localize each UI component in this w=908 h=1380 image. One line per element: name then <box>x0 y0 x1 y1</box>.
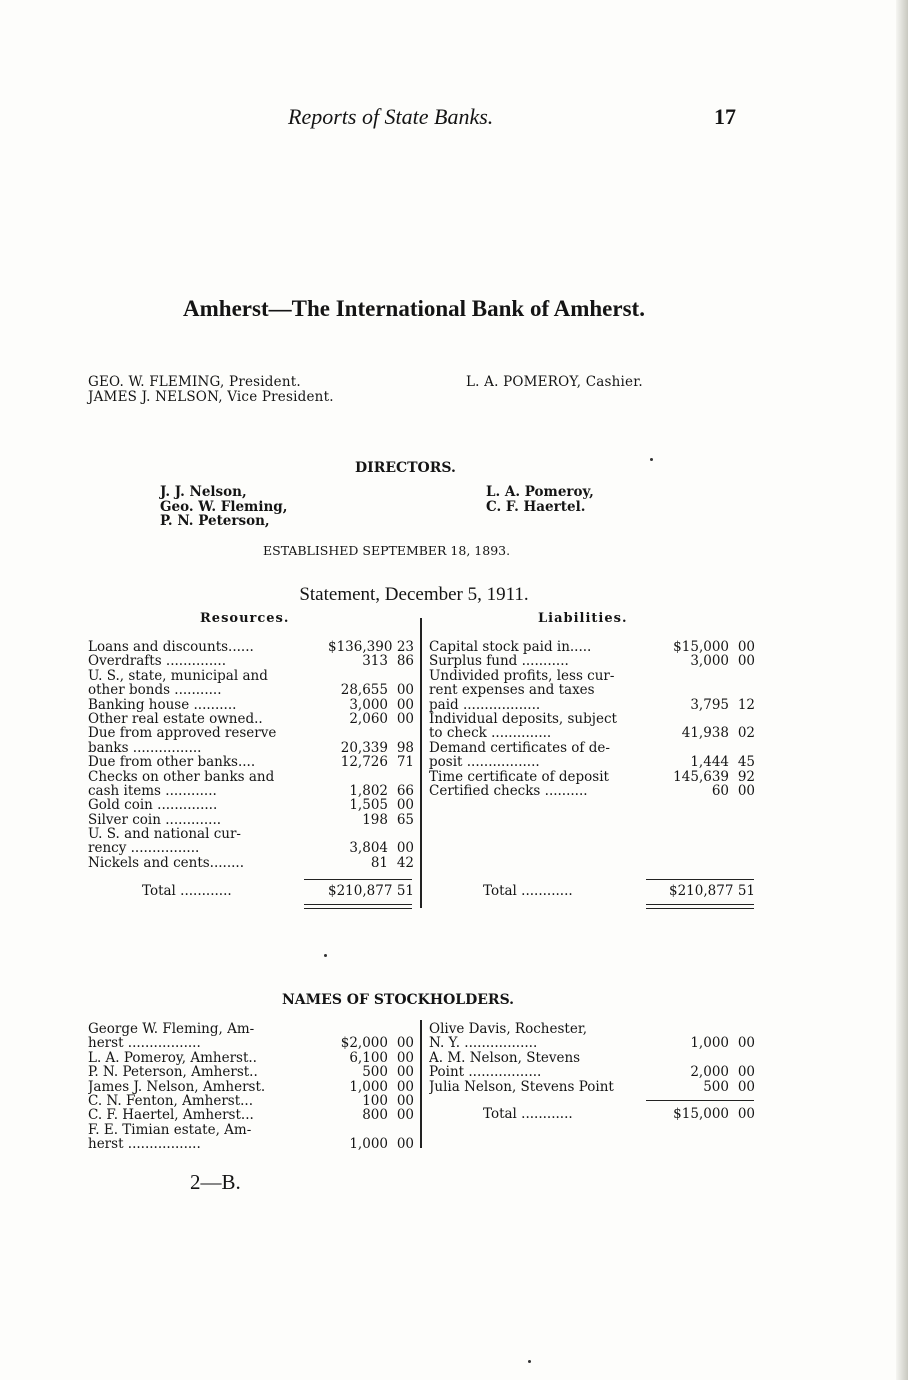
directors-heading: DIRECTORS. <box>355 460 456 476</box>
row-cents: 86 <box>396 653 414 670</box>
row-dollars <box>669 1022 729 1036</box>
table-row <box>429 1080 755 1094</box>
liabilities-list <box>429 640 755 798</box>
table-row <box>88 640 414 654</box>
row-label: to check .............. <box>429 726 552 741</box>
row-cents: 00 <box>737 653 755 670</box>
table-row <box>88 813 414 827</box>
table-row <box>429 726 755 740</box>
director-name: Geo. W. Fleming, <box>160 498 288 515</box>
row-dollars: $15,000 <box>673 639 729 655</box>
row-dollars: 1,000 <box>690 1035 729 1052</box>
row-label: U. S., state, municipal and <box>88 668 268 684</box>
stockholders-total <box>429 1107 755 1121</box>
row-label: rent expenses and taxes <box>429 683 595 698</box>
row-dollars: 500 <box>362 1064 388 1081</box>
officer-vice-president: JAMES J. NELSON, Vice President. <box>88 388 334 405</box>
row-dollars: 41,938 <box>681 725 729 742</box>
table-row <box>88 1036 414 1050</box>
table-row <box>88 1108 414 1122</box>
row-dollars: 800 <box>362 1107 388 1124</box>
liabilities-double-rule-top <box>646 904 754 905</box>
table-row <box>429 1065 755 1079</box>
row-cents: 00 <box>737 782 755 799</box>
table-row <box>429 755 755 769</box>
total-row <box>88 884 414 898</box>
row-dollars <box>669 712 729 726</box>
row-dollars: 28,655 <box>340 682 388 699</box>
row-dollars: 500 <box>703 1078 729 1095</box>
row-cents: 71 <box>396 754 414 771</box>
row-dollars: 1,505 <box>349 797 388 814</box>
row-label: A. M. Nelson, Stevens <box>429 1050 581 1066</box>
row-cents <box>729 741 755 755</box>
row-label: James J. Nelson, Amherst. <box>88 1079 266 1094</box>
row-dollars: 12,726 <box>340 754 388 771</box>
liabilities-heading: Liabilities. <box>538 611 628 626</box>
row-label: C. N. Fenton, Amherst... <box>88 1093 254 1109</box>
stockholders-right-list <box>429 1022 755 1094</box>
row-cents <box>388 770 414 784</box>
row-label: Undivided profits, less cur- <box>429 668 615 684</box>
row-dollars <box>328 827 388 841</box>
table-row <box>429 1036 755 1050</box>
row-dollars: 20,339 <box>340 739 388 756</box>
row-label: Due from approved reserve <box>88 726 277 741</box>
row-label: C. F. Haertel, Amherst... <box>88 1108 254 1123</box>
director-name: L. A. Pomeroy, <box>486 484 594 500</box>
table-row <box>88 1022 414 1036</box>
row-label: Individual deposits, subject <box>429 711 617 727</box>
row-cents <box>729 669 755 683</box>
table-row <box>88 1094 414 1108</box>
row-cents <box>729 712 755 726</box>
row-label: Banking house .......... <box>88 697 237 712</box>
row-label: N. Y. ................. <box>429 1036 538 1051</box>
row-label: Nickels and cents........ <box>88 855 245 871</box>
director-name: J. J. Nelson, <box>160 484 247 500</box>
row-cents: 65 <box>396 811 414 828</box>
row-cents: 00 <box>396 1049 414 1066</box>
row-dollars: $210,877 <box>669 883 734 899</box>
row-cents: 00 <box>396 682 414 699</box>
table-row <box>429 770 755 784</box>
table-row <box>429 741 755 755</box>
signature-mark: 2—B. <box>190 1170 241 1194</box>
table-row <box>429 1022 755 1036</box>
row-dollars <box>328 726 388 740</box>
table-row <box>88 827 414 841</box>
row-dollars <box>669 683 729 697</box>
stockholders-heading: NAMES OF STOCKHOLDERS. <box>282 992 515 1008</box>
resources-heading: Resources. <box>200 611 290 626</box>
established-date: ESTABLISHED SEPTEMBER 18, 1893. <box>263 543 511 558</box>
row-cents: 00 <box>396 1064 414 1081</box>
speck-mark <box>528 1360 531 1363</box>
row-label: herst ................. <box>88 1137 201 1152</box>
row-cents <box>388 1022 414 1036</box>
liabilities-double-rule-bottom <box>646 908 754 909</box>
row-cents <box>388 1123 414 1137</box>
table-row <box>429 669 755 683</box>
row-cents: 02 <box>737 725 755 742</box>
row-cents: 00 <box>737 1106 755 1122</box>
row-dollars: $210,877 <box>328 883 393 899</box>
stockholders-divider <box>420 1020 422 1148</box>
resources-double-rule-bottom <box>304 908 412 909</box>
row-cents: 98 <box>396 739 414 756</box>
row-dollars: 100 <box>362 1092 388 1109</box>
table-row <box>88 669 414 683</box>
row-cents: 12 <box>737 696 755 713</box>
speck-mark <box>650 458 653 461</box>
row-cents: 66 <box>396 782 414 799</box>
row-label: F. E. Timian estate, Am- <box>88 1122 252 1138</box>
page-edge-shadow <box>896 0 908 1380</box>
row-cents: 00 <box>396 1078 414 1095</box>
resources-double-rule-top <box>304 904 412 905</box>
table-row <box>429 654 755 668</box>
row-cents: 23 <box>396 639 414 655</box>
officers-left <box>88 375 334 404</box>
total-row <box>429 1107 755 1121</box>
table-row <box>88 798 414 812</box>
row-cents: 42 <box>396 854 414 871</box>
row-cents: 00 <box>737 1064 755 1081</box>
table-row <box>88 1137 414 1151</box>
table-row <box>429 1051 755 1065</box>
table-row <box>429 640 755 654</box>
row-label: other bonds ........... <box>88 683 222 698</box>
row-label: Certified checks .......... <box>429 783 588 799</box>
table-row <box>88 741 414 755</box>
table-row <box>88 654 414 668</box>
table-row <box>88 856 414 870</box>
row-label: Due from other banks.... <box>88 755 256 770</box>
table-row <box>88 698 414 712</box>
table-row <box>88 683 414 697</box>
row-label: Total ............ <box>483 1107 573 1122</box>
row-dollars <box>669 741 729 755</box>
statement-divider <box>420 618 422 908</box>
row-cents: 00 <box>396 710 414 727</box>
row-dollars: 1,444 <box>690 754 729 771</box>
officer-president: GEO. W. FLEMING, President. <box>88 374 301 390</box>
directors-left <box>160 485 287 529</box>
stockholders-total-rule <box>646 1100 754 1101</box>
row-dollars: 3,000 <box>690 653 729 670</box>
director-name: P. N. Peterson, <box>160 513 270 529</box>
row-label: Olive Davis, Rochester, <box>429 1022 588 1037</box>
directors-right <box>486 485 594 514</box>
row-label: L. A. Pomeroy, Amherst.. <box>88 1050 257 1066</box>
row-cents: 00 <box>396 1035 414 1052</box>
table-row <box>88 1080 414 1094</box>
row-label: posit ................. <box>429 755 540 770</box>
row-dollars: 2,000 <box>690 1064 729 1081</box>
row-cents: 92 <box>737 768 755 785</box>
row-label: banks ................ <box>88 740 202 756</box>
director-name: C. F. Haertel. <box>486 498 586 515</box>
row-dollars: $2,000 <box>340 1035 388 1052</box>
table-row <box>88 1123 414 1137</box>
table-row <box>88 770 414 784</box>
row-cents: 45 <box>737 754 755 771</box>
row-dollars: 198 <box>362 811 388 828</box>
row-cents <box>388 669 414 683</box>
row-label: Total ............ <box>483 884 573 899</box>
row-cents: 00 <box>396 1107 414 1124</box>
row-label: Time certificate of deposit <box>429 769 609 784</box>
row-label: U. S. and national cur- <box>88 827 241 842</box>
row-cents: 51 <box>396 883 414 899</box>
statement-title: Statement, December 5, 1911. <box>299 584 529 605</box>
row-cents: 00 <box>737 1035 755 1052</box>
row-label: Capital stock paid in..... <box>429 640 592 655</box>
row-dollars: 60 <box>711 782 729 799</box>
row-label: George W. Fleming, Am- <box>88 1022 255 1037</box>
row-label: Total ............ <box>142 884 232 899</box>
row-cents: 00 <box>396 696 414 713</box>
row-label: herst ................. <box>88 1036 201 1051</box>
row-dollars: 81 <box>370 854 388 871</box>
row-cents: 00 <box>396 797 414 814</box>
row-dollars: 3,804 <box>349 840 388 857</box>
table-row <box>88 1065 414 1079</box>
row-label: cash items ............ <box>88 783 217 799</box>
row-label: Silver coin ............. <box>88 812 222 828</box>
row-cents <box>388 827 414 841</box>
total-row <box>429 884 755 898</box>
row-dollars: 1,802 <box>349 782 388 799</box>
row-label: Surplus fund ........... <box>429 654 569 669</box>
row-dollars <box>669 669 729 683</box>
row-dollars: 313 <box>362 653 388 670</box>
stockholders-left-list <box>88 1022 414 1152</box>
table-row <box>429 683 755 697</box>
resources-total-rule <box>304 879 412 880</box>
row-label: Gold coin .............. <box>88 798 218 813</box>
speck-mark <box>324 954 327 957</box>
row-dollars: 1,000 <box>349 1136 388 1153</box>
row-label: Point ................. <box>429 1065 542 1080</box>
row-cents <box>729 1022 755 1036</box>
table-row <box>88 712 414 726</box>
table-row <box>88 1051 414 1065</box>
row-label: Julia Nelson, Stevens Point <box>429 1079 614 1094</box>
officer-cashier: L. A. POMEROY, Cashier. <box>466 374 643 390</box>
row-dollars <box>328 770 388 784</box>
row-cents: 00 <box>396 1092 414 1109</box>
row-label: rency ................ <box>88 841 200 856</box>
liabilities-total <box>429 884 755 898</box>
row-dollars: 6,100 <box>349 1049 388 1066</box>
row-dollars <box>669 1051 729 1065</box>
resources-list <box>88 640 414 870</box>
row-dollars <box>328 669 388 683</box>
row-cents: 00 <box>396 840 414 857</box>
table-row <box>429 712 755 726</box>
row-dollars <box>328 1022 388 1036</box>
row-cents <box>729 683 755 697</box>
row-cents: 00 <box>396 1136 414 1153</box>
table-row <box>88 755 414 769</box>
row-dollars: 3,000 <box>349 696 388 713</box>
page-number: 17 <box>714 104 736 129</box>
row-cents: 00 <box>737 639 755 655</box>
liabilities-total-rule <box>646 879 754 880</box>
row-cents <box>388 726 414 740</box>
row-dollars <box>328 1123 388 1137</box>
row-label: Overdrafts .............. <box>88 654 226 669</box>
table-row <box>429 784 755 798</box>
row-label: Other real estate owned.. <box>88 711 263 727</box>
row-dollars: 3,795 <box>690 696 729 713</box>
row-dollars: 1,000 <box>349 1078 388 1095</box>
row-label: Checks on other banks and <box>88 769 275 784</box>
row-cents: 00 <box>737 1078 755 1095</box>
row-label: P. N. Peterson, Amherst.. <box>88 1065 258 1080</box>
table-row <box>88 726 414 740</box>
resources-total <box>88 884 414 898</box>
row-dollars: 2,060 <box>349 710 388 727</box>
row-dollars: $15,000 <box>673 1106 729 1122</box>
row-dollars: $136,390 <box>328 639 393 655</box>
bank-title: Amherst—The International Bank of Amherst. <box>183 296 645 321</box>
row-dollars: 145,639 <box>673 768 729 785</box>
running-header-title: Reports of State Banks. <box>288 104 494 129</box>
row-label: Loans and discounts...... <box>88 640 254 655</box>
table-row <box>88 784 414 798</box>
table-row <box>429 698 755 712</box>
row-cents: 51 <box>737 883 755 899</box>
row-label: paid .................. <box>429 697 541 712</box>
table-row <box>88 841 414 855</box>
row-cents <box>729 1051 755 1065</box>
row-label: Demand certificates of de- <box>429 740 610 756</box>
